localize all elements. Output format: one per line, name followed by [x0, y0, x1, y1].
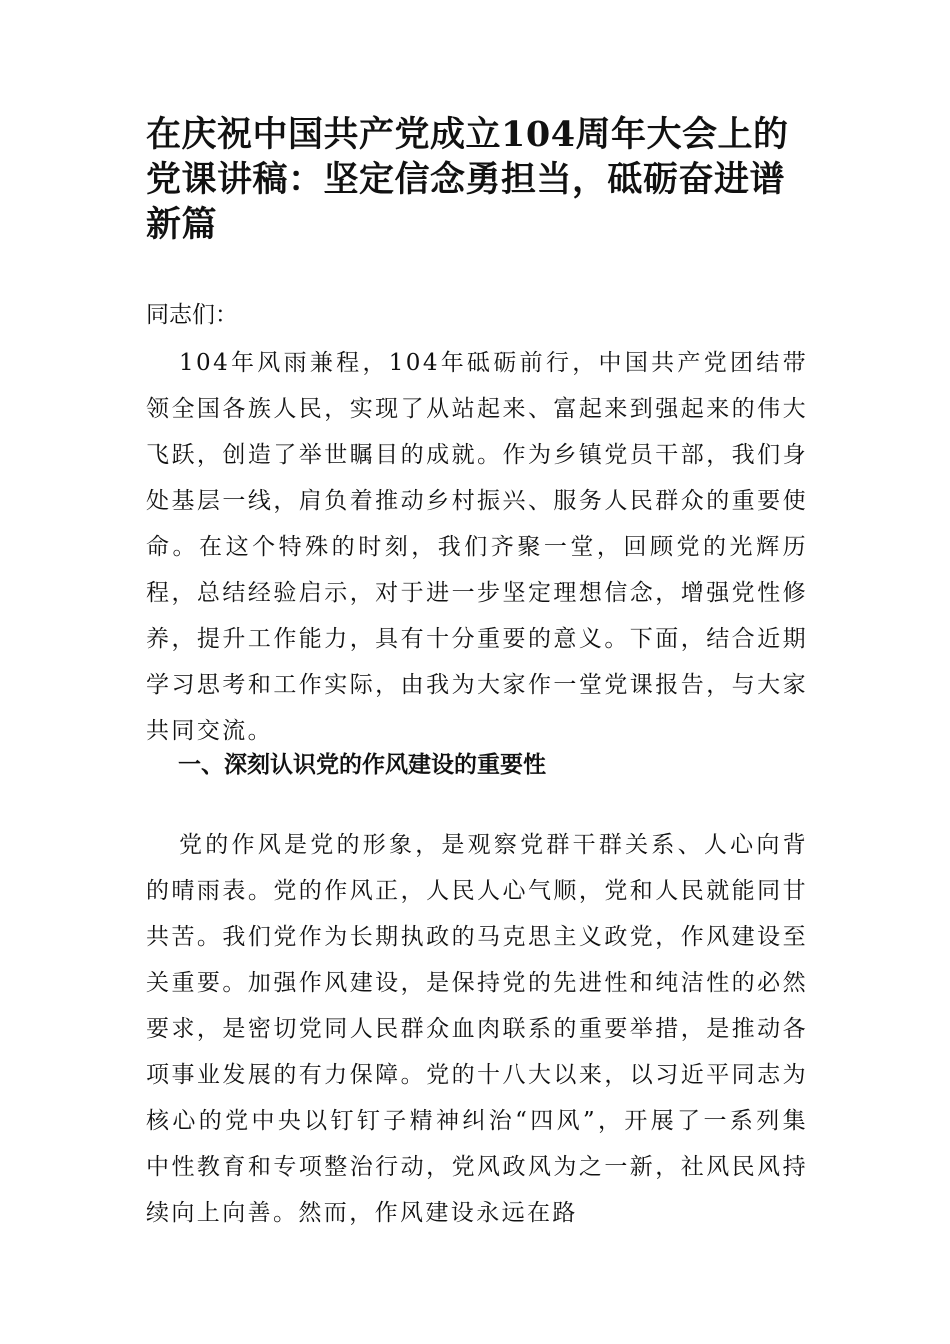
section-heading: 一、深刻认识党的作风建设的重要性 — [178, 752, 546, 778]
salutation: 同志们： — [146, 302, 238, 328]
paragraph-intro: 104年风雨兼程，104年砥砺前行，中国共产党团结带领全国各族人民，实现了从站起来、富起来到强起来的伟大飞跃，创造了举世瞩目的成就。作为乡镇党员干部，我们身处基层一线，肩负着推动乡村振兴、服务人民群众的重要使命。在这个特殊的时刻，我们齐聚一堂，回顾党的光辉历程，总结经验启示，对于进一步坚定理想信念，增强党性修养，提升工作能力，具有十分重要的意义。下面，结合近期学习思考和工作实际，由我为大家作一堂党课报告，与大家共同交流。 — [146, 350, 808, 744]
paragraph-section-one: 党的作风是党的形象，是观察党群干群关系、人心向背的晴雨表。党的作风正，人民人心气顺，党和人民就能同甘共苦。我们党作为长期执政的马克思主义政党，作风建设至关重要。加强作风建设，是保持党的先进性和纯洁性的必然要求，是密切党同人民群众血肉联系的重要举措，是推动各项事业发展的有力保障。党的十八大以来，以习近平同志为核心的党中央以钉钉子精神纠治“四风”，开展了一系列集中性教育和专项整治行动，党风政风为之一新，社风民风持续向上向善。然而，作风建设永远在路 — [146, 832, 808, 1226]
document-title: 在庆祝中国共产党成立104周年大会上的党课讲稿：坚定信念勇担当，砥砺奋进谱新篇 — [146, 114, 789, 245]
